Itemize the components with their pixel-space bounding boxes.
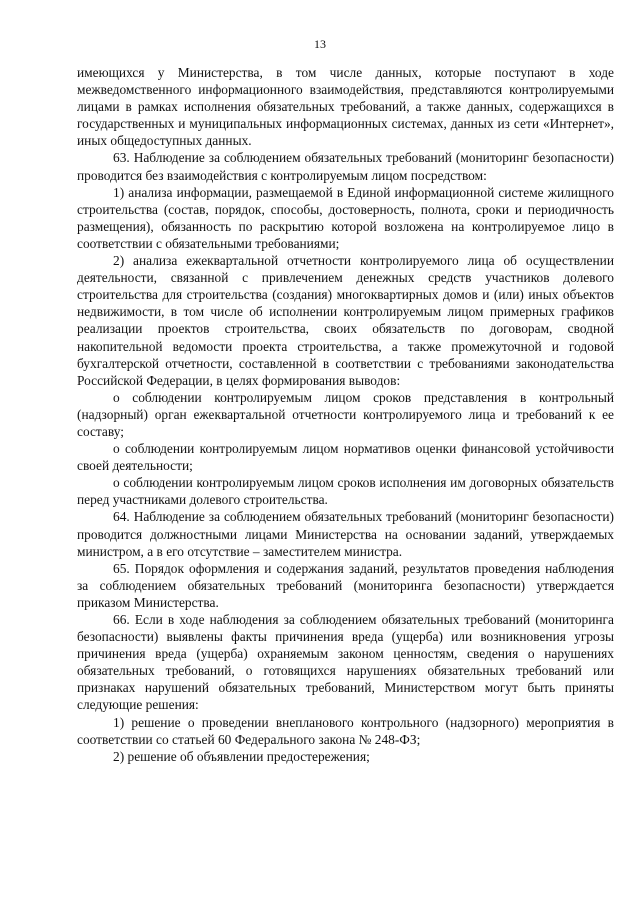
paragraph-63-item-2: 2) анализа ежеквартальной отчетности контролируемого лица об осуществлении деятельности, связанной с привлечением денежных средств участников долевого строительства для строительства (создания) многоквартирных домов и (или) иных объектов недвижимости, в том числе об исполнении контролируемым лицом примерных графиков реализации проектов строительства, своих обязательств по договорам, сводной накопительной ведомости проекта строительства, а также промежуточной и годовой бухгалтерской отчетности, составленной в соответствии с требованиями законодательства Российской Федерации, в целях формирования выводов: [77, 253, 614, 388]
paragraph-63: 63. Наблюдение за соблюдением обязательных требований (мониторинг безопасности) проводится без взаимодействия с контролируемым лицом посредством: [77, 150, 614, 183]
paragraph-63-item-1: 1) анализа информации, размещаемой в Единой информационной системе жилищного строительства (состав, порядок, способы, достоверность, полнота, сроки и периодичность размещения), обязанность по раскрытию которой возложена на контролируемое лицо в соответствии с обязательными требованиями; [77, 184, 614, 251]
paragraph-66: 66. Если в ходе наблюдения за соблюдением обязательных требований (мониторинга безопасности) выявлены факты причинения вреда (ущерба) или возникновения угрозы причинения вреда (ущерба) охраняемым законом ценностям, сведения о нарушениях обязательных требований, о готовящихся нарушениях обязательных требований или признаках нарушений обязательных требований, Министерством могут быть приняты следующие решения: [77, 612, 614, 713]
paragraph-66-item-2: 2) решение об объявлении предостережения; [113, 748, 370, 764]
paragraph-65: 65. Порядок оформления и содержания заданий, результатов проведения наблюдения за соблюдением обязательных требований (мониторинга безопасности) утверждается приказом Министерства. [77, 560, 614, 610]
paragraph-63-conclusion-2: о соблюдении контролируемым лицом нормативов оценки финансовой устойчивости своей деятельности; [77, 441, 614, 474]
paragraph-63-conclusion-1: о соблюдении контролируемым лицом сроков представления в контрольный (надзорный) орган ежеквартальной отчетности контролируемого лица и требований к ее составу; [77, 389, 614, 439]
page-number: 13 [314, 37, 326, 51]
paragraph-66-item-1: 1) решение о проведении внепланового контрольного (надзорного) мероприятия в соответствии со статьей 60 Федерального закона № 248-ФЗ; [77, 714, 614, 747]
document-body [77, 64, 614, 765]
paragraph-63-conclusion-3: о соблюдении контролируемым лицом сроков исполнения им договорных обязательств перед участниками долевого строительства. [77, 475, 614, 508]
paragraph-continuation: имеющихся у Министерства, в том числе данных, которые поступают в ходе межведомственного информационного взаимодействия, представляются контролируемыми лицами в рамках исполнения обязательных требований, а также данных, содержащихся в государственных и муниципальных информационных системах, данных из сети «Интернет», иных общедоступных данных. [77, 65, 614, 149]
paragraph-64: 64. Наблюдение за соблюдением обязательных требований (мониторинг безопасности) проводится должностными лицами Министерства на основании заданий, утверждаемых министром, а в его отсутствие – заместителем министра. [77, 509, 614, 559]
